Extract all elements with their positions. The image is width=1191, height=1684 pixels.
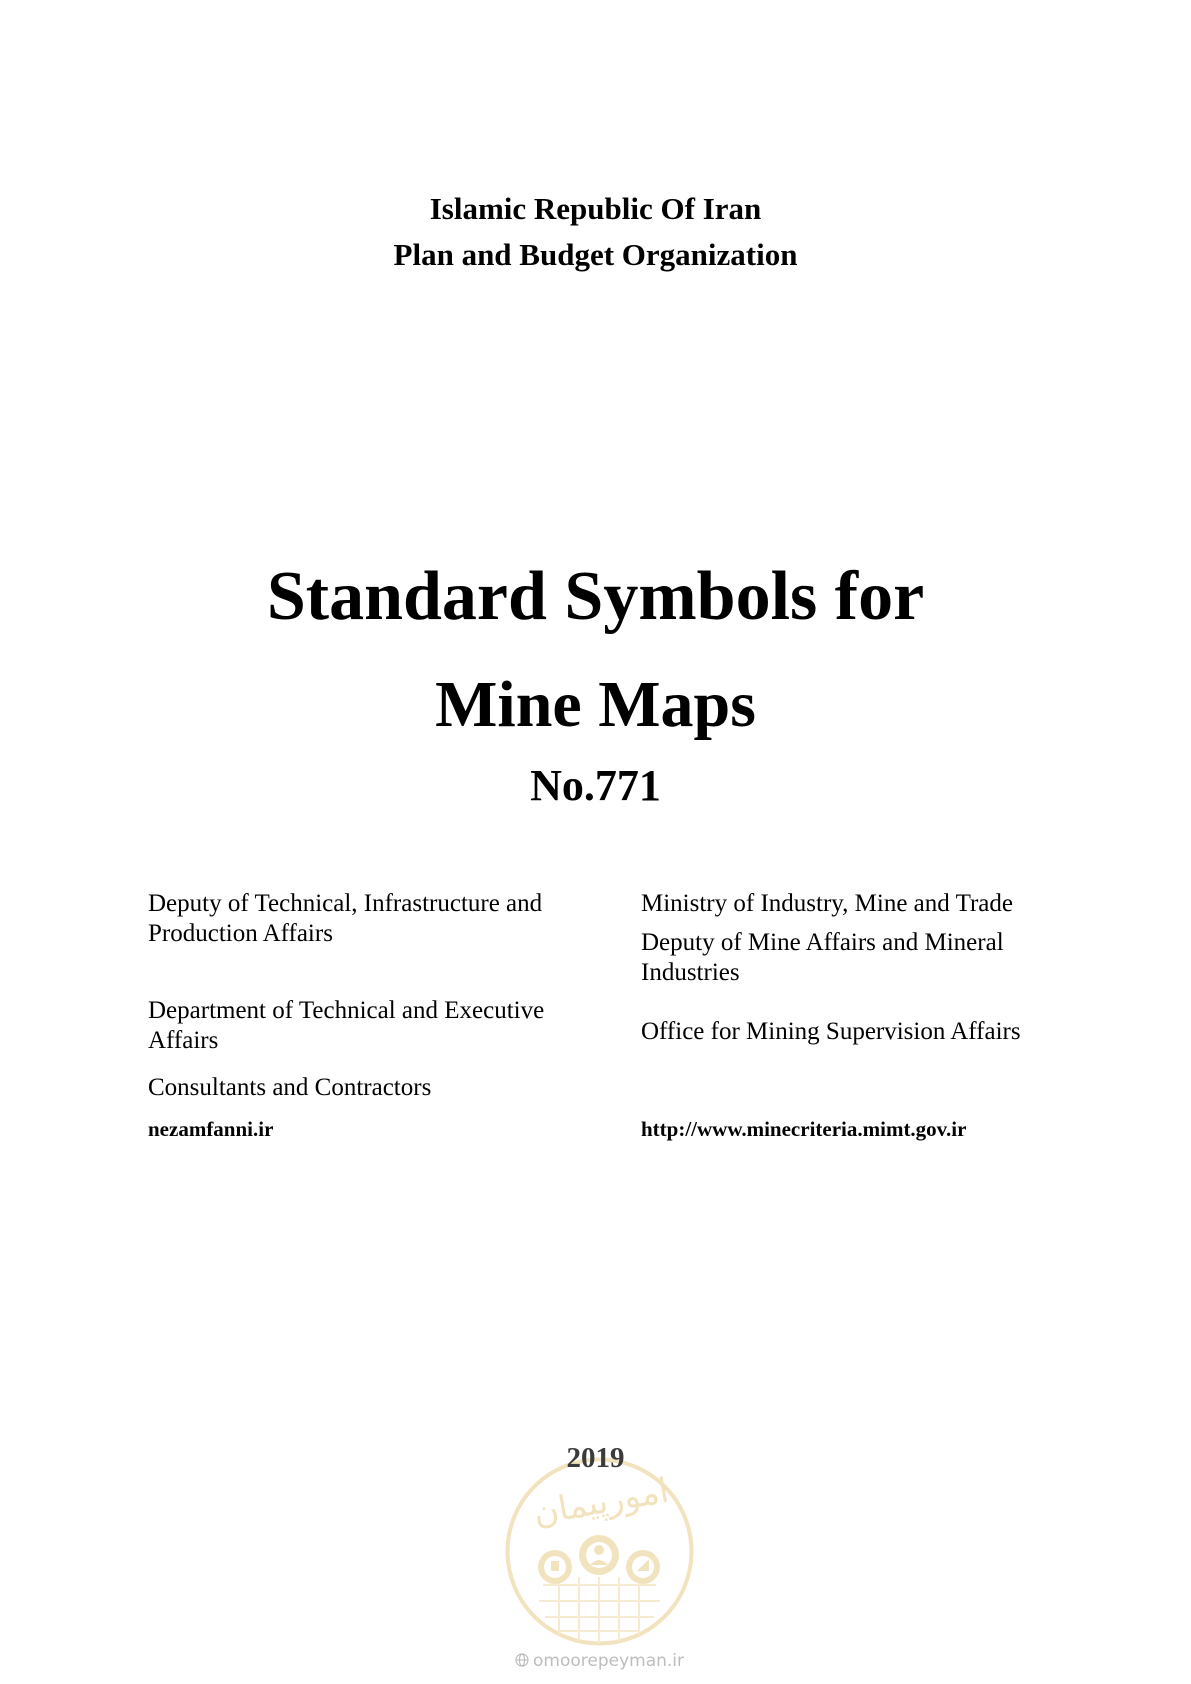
watermark-script: امورپیمان <box>530 1470 672 1534</box>
left-department: Department of Technical and Executive Affairs <box>148 997 545 1054</box>
watermark-seal-icon <box>503 1455 696 1648</box>
globe-icon <box>515 1653 529 1667</box>
left-deputy: Deputy of Technical, Infrastructure and Production Affairs <box>148 890 543 947</box>
publication-year: 2019 <box>566 1442 625 1474</box>
left-website-link[interactable]: nezamfanni.ir <box>148 1117 274 1141</box>
right-deputy: Deputy of Mine Affairs and Mineral Industries <box>641 929 1004 986</box>
right-website-link[interactable]: http://www.minecriteria.mimt.gov.ir <box>641 1117 967 1141</box>
watermark-site <box>515 1651 715 1671</box>
watermark-site-text: omoorepeyman.ir <box>533 1651 685 1671</box>
document-title-line2: Mine Maps <box>435 668 756 741</box>
document-title-line1: Standard Symbols for <box>266 558 925 635</box>
organization-name: Plan and Budget Organization <box>393 237 798 272</box>
right-office: Office for Mining Supervision Affairs <box>641 1018 1021 1045</box>
right-ministry: Ministry of Industry, Mine and Trade <box>641 890 1013 917</box>
issuer-header <box>0 186 1191 278</box>
country-name: Islamic Republic Of Iran <box>429 191 762 226</box>
left-consultants: Consultants and Contractors <box>148 1074 432 1101</box>
document-number: No.771 <box>530 761 661 810</box>
